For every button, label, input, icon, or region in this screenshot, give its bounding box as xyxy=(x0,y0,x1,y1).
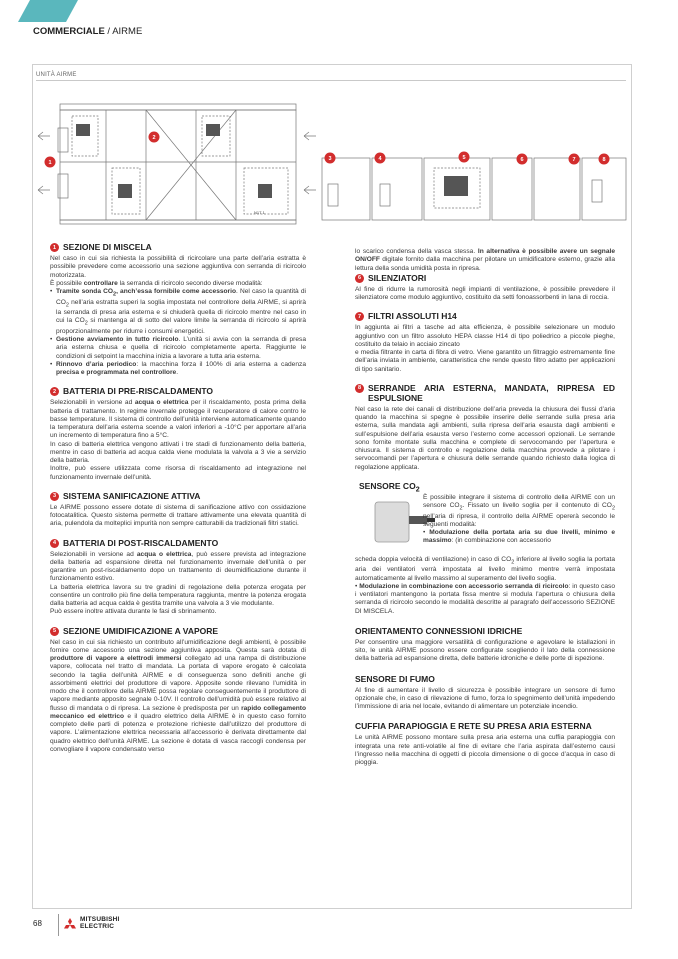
section-number-badge: 1 xyxy=(50,243,59,252)
sensor-co2-box xyxy=(355,482,615,556)
sensor-co2-text: È possibile integrare il sistema di controllo della AIRME con un sensore $CO_2$. Fissato un livello soglia per il contenuto di $CO_2$ nell’aria di ripresa, il controllo della AIRME opererà secondo le seguenti modalità: • Modulazione della portata aria su due livelli, minimo e massimo: (in combinazione con accessorio xyxy=(423,493,616,545)
section-body: Nel caso in cui sia richiesto un contributo all’umidificazione degli ambienti, è possibile fornire come accessorio una sezione aggiuntiva apposita. Questa sarà dotata di produttore di vapore a elettrodi immersi collegato ad una rampa di distribuzione vapore, collocata nel tratto di mandata. La portata di vapore erogato è calcolata secondo la taglia dell’unità AIRME e di conseguenza sono definiti anche gli assorbimenti elettrici del produttore di vapore. Apposite sonde rilevano l’umidità in modo che il controllore della AIRME possa regolare conseguentemente il produttore di vapore mediante apposito segnale 0-10V. Il controllo dell’umidità può essere relativo al flusso di mandata o di ripresa. La sezione è predisposta per un rapido collegamento meccanico ed elettrico e il quadro elettrico della AIRME è in questo caso fornito completo delle parti di potenza e protezione richieste dall’utilizzo del produttore di vapore. L’alimentazione elettrica necessaria all’accessorio è derivata direttamente dal quadro elettrico dell’unità AIRME. La sezione è dotata di vasca raccogli condensa per convogliare il vapore condensato verso xyxy=(50,638,307,753)
extra-sections xyxy=(355,626,615,768)
diagram-badge-7: 7 xyxy=(572,157,576,163)
section-number-badge: 6 xyxy=(355,274,364,283)
brand-line-1: MITSUBISHI xyxy=(80,916,120,923)
section xyxy=(355,626,615,664)
section-title-text: SENSORE DI FUMO xyxy=(355,673,435,684)
section-title-text: FILTRI ASSOLUTI H14 xyxy=(368,311,457,322)
brand-line-2: ELECTRIC xyxy=(80,923,115,930)
header-category: COMMERCIALE xyxy=(33,26,105,37)
section-title xyxy=(355,311,615,321)
diagram-badge-1: 1 xyxy=(48,160,52,166)
page-header xyxy=(33,26,142,37)
frame-label: UNITÀ AIRME xyxy=(36,72,77,78)
section-title-text: SILENZIATORI xyxy=(368,272,427,283)
right-column xyxy=(355,248,615,767)
section-title xyxy=(355,626,615,636)
section-body: In aggiunta ai filtri a tasche ad alta efficienza, è possibile selezionare un modulo aggiuntivo con un filtro assoluto HEPA classe H14 di tipo poliedrico a piccole pieghe, costituito da telaio in acciaio zincato e media filtrante in carta di fibra di vetro. Viene garantito un filtraggio estremamente fine dell’aria inviata in ambiente, caratteristica che rende questo filtro adatto per applicazioni di tipo sanitario. xyxy=(355,324,615,373)
section xyxy=(355,674,615,712)
section-body: Selezionabili in versione ad acqua o elettrica per il riscaldamento, posta prima della batteria di trattamento. In regime invernale protegge il recuperatore di calore contro le basse temperature. Il sistema di controllo dell’unità interviene automaticamente quando la temperatura dell’aria esterna scende a valori inferiori a -10°C per apportare all’aria un incremento di temperatura fino a 5°C. In caso di batteria elettrica vengono attivati i tre stadi di funzionamento della batteria, mentre in caso di batteria ad acqua calda viene modulata la valvola a 3 vie a servizio della batteria. Inoltre, può essere utilizzata come risorsa di riscaldamento ad integrazione nel funzionamento invernale dell’unità. xyxy=(50,399,306,481)
mitsubishi-logo-icon xyxy=(62,914,78,936)
section-title-text: SISTEMA SANIFICAZIONE ATTIVA xyxy=(63,490,201,501)
section xyxy=(50,538,306,617)
footer-divider xyxy=(58,914,59,936)
frame-rule xyxy=(36,80,626,81)
right-sections xyxy=(355,273,615,472)
section xyxy=(355,383,615,472)
section-title xyxy=(50,386,306,396)
section xyxy=(50,242,306,377)
diagram-badge-4: 4 xyxy=(378,156,382,162)
section-number-badge: 3 xyxy=(50,492,59,501)
section-title xyxy=(50,491,306,501)
header-product: AIRME xyxy=(112,26,143,37)
section xyxy=(50,386,306,482)
diagram-unit-label: N1T 1 xyxy=(254,210,265,215)
section-body: Per consentire una maggiore versatilità di configurazione e agevolare le istallazioni in sito, le unità AIRME possono essere configurate scegliendo il lato della connessione della batteria ad espansione diretta, delle batterie idroniche e delle porte di ispezione. xyxy=(355,638,615,663)
section-title-text: ORIENTAMENTO CONNESSIONI IDRICHE xyxy=(355,625,523,636)
section xyxy=(355,721,615,767)
section-body: Selezionabili in versione ad acqua o elettrica, può essere prevista ad integrazione della batteria ad espansione diretta nel funzionamento invernale dell’unità o per garantire un post-riscaldamento dopo un trattamento di deumidificazione durante il funzionamento estivo. La batteria elettrica lavora su tre gradini di regolazione della potenza erogata per consentire un controllo più fine della temperatura raggiunta, mentre la potenza erogata dalla batteria ad acqua calda è gestita tramite una valvola a 3 vie modulante. Può essere inoltre attivata durante le fasi di sbrinamento. xyxy=(50,550,306,616)
section-title xyxy=(355,273,615,283)
section-title xyxy=(50,538,306,548)
section-number-badge: 8 xyxy=(355,384,364,393)
section-title xyxy=(50,626,306,636)
section-body: Al fine di ridurre la rumorosità negli impianti di ventilazione, è possibile prevedere il silenziatore come modulo aggiuntivo, costituito da setti fonoassorbenti in lana di roccia. xyxy=(355,285,615,301)
section xyxy=(50,626,306,755)
header-separator: / xyxy=(104,26,113,37)
unit-diagram xyxy=(36,98,628,230)
section-body: Nel caso la rete dei canali di distribuzione dell’aria preveda la chiusura dei flussi d’aria quando la macchina si spegne è possibile inserire delle serrande sulla presa aria esterna, sulla mandata agli ambienti, sulla ripresa dell’aria esausta dagli ambienti e sull’espulsione dell’aria esausta verso l’esterno come accessori opzionali. Le serrande sono fornite montate sulla macchina e complete di servocomando per l’apertura e chiusura. Il sistema di controllo e regolazione della macchina provvede a pilotare i servocomandi per l’apertura e chiusura delle serrande quando richiesto dalla logica di regolazione applicata. xyxy=(355,405,615,471)
section-number-badge: 5 xyxy=(50,627,59,636)
section-number-badge: 7 xyxy=(355,312,364,321)
diagram-badge-6: 6 xyxy=(520,157,524,163)
section-title-text: CUFFIA PARAPIOGGIA E RETE SU PRESA ARIA ESTERNA xyxy=(355,721,592,732)
section-title xyxy=(355,674,615,684)
diagram-badge-5: 5 xyxy=(462,155,466,161)
diagram-badge-3: 3 xyxy=(328,156,332,162)
section xyxy=(355,311,615,374)
section-title-text: SEZIONE DI MISCELA xyxy=(63,242,152,252)
right-column-intro: lo scarico condensa della vasca stessa. In alternativa è possibile avere un segnale ON/OFF digitale fornito dalla macchina per pilotare un umidificatore esterno, grazie alla lettura della sonda umidità posta in ripresa. xyxy=(355,248,615,272)
section xyxy=(50,491,306,529)
section-body: Le AIRME possono essere dotate di sistema di sanificazione attivo con ossidazione fotocatalitica. Questo sistema permette di trattare attivamente una elevata quantità di aria, pulendola da molteplici impurità non sempre catturabili da tradizionali filtri statici. xyxy=(50,503,306,528)
section-body: Al fine di aumentare il livello di sicurezza è possibile integrare un sensore di fumo opzionale che, in caso di rilevazione di fumo, forza lo spegnimento dell’unità impedendo l’immissione di aria nel locale, evitando di alimentare un potenziale incendio. xyxy=(355,686,615,711)
diagram-badge-8: 8 xyxy=(602,157,606,163)
section-title-text: SEZIONE UMIDIFICAZIONE A VAPORE xyxy=(63,625,219,636)
left-column xyxy=(50,242,306,754)
section-title-text: BATTERIA DI POST-RISCALDAMENTO xyxy=(63,537,219,548)
corner-decoration xyxy=(18,0,78,22)
brand-name xyxy=(80,916,120,930)
section-body: Le unità AIRME possono montare sulla presa aria esterna una cuffia parapioggia con integrata una rete anti-volatile al fine di evitare che l’aria aspirata dall’esterno causi l’ingresso nella macchina di oggetti di piccola dimensione o di gocce d’acqua in caso di pioggia. xyxy=(355,734,615,767)
section-number-badge: 4 xyxy=(50,539,59,548)
section-title-text: SERRANDE ARIA ESTERNA, MANDATA, RIPRESA ED ESPULSIONE xyxy=(368,382,615,403)
section-body: Nel caso in cui sia richiesta la possibilità di ricircolare una parte dell’aria estratta è possibile prevedere come accessorio una sezione aggiuntiva con serranda di ricircolo motorizzata. È possibile controllare la serranda di ricircolo secondo diverse modalità: • Tramite sonda $CO_2$, anch’essa fornibile come accessorio. Nel caso la quantità di $CO_2$ nell’aria estratta superi la soglia impostata nel controllore della AIRME, si aprirà la serranda di presa aria esterna e si chiuderà quella di ricircolo mentre nel caso in cui la $CO_2$ si mantenga al di sotto del valore limite la serranda di ricircolo si aprirà proporzionalmente per ridurre i consumi energetici. • Gestione avviamento in tutto ricircolo. L’unità si avvia con la serranda di presa aria esterna chiusa e quella di ricircolo completamente aperta. Raggiunte le condizioni di setpoint la macchina inizia a lavorare a tutta aria esterna. • Rinnovo d’aria periodico: la macchina forza il 100% di aria esterna a cadenza precisa e programmata nel controllore. xyxy=(50,255,306,377)
section-title xyxy=(50,242,306,252)
section-number-badge: 2 xyxy=(50,387,59,396)
section xyxy=(355,273,615,303)
section-title xyxy=(355,721,615,731)
section-title-text: BATTERIA DI PRE-RISCALDAMENTO xyxy=(63,386,214,397)
sensor-co2-text-continued: scheda doppia velocità di ventilazione) in caso di $CO_2$ inferiore al livello soglia la portata aria dei ventilatori verrà impostata al livello minimo mentre verrà impostata automaticamente al livello massimo al superamento del livello soglia. • Modulazione in combinazione con accessorio serranda di ricircolo: in questo caso i ventilatori mantengono la portata fissa mentre si modula l’apertura o chiusura della serranda di ricircolo secondo le modalità descritte al paragrafo dell’accessorio SEZIONE DI MISCELA. xyxy=(355,555,616,615)
page-number: 68 xyxy=(33,919,42,928)
diagram-badge-2: 2 xyxy=(152,135,156,141)
section-title xyxy=(355,383,615,403)
sensor-co2-title: SENSORE $CO_2$ xyxy=(359,480,420,494)
